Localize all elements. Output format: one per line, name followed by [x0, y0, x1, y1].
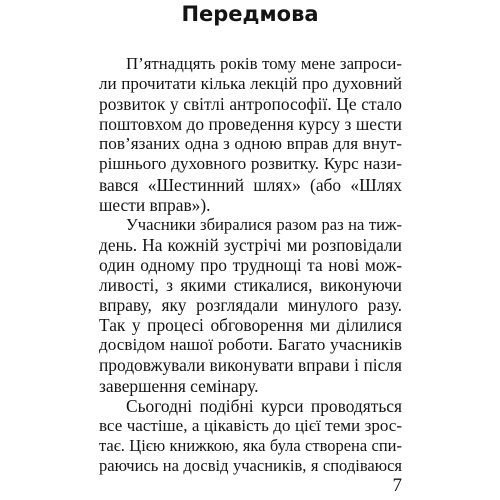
body-text — [99, 54, 402, 476]
text-line: день. На кожній зустрічі ми розповідали — [99, 234, 402, 255]
paragraph-2 — [99, 215, 402, 396]
text-line: продовжували виконувати вправи і після — [99, 355, 402, 376]
text-line: досвідом нашої роботи. Багато учасників — [99, 335, 402, 355]
text-line: завершення семінару. — [99, 375, 259, 396]
text-line: пов’язаних одна з одною вправ для внут- — [99, 134, 402, 154]
text-line: розвиток у світлі антропософії. Це стало — [99, 94, 402, 115]
text-line: рішнього духовного розвитку. Курс нази- — [99, 154, 402, 174]
page-number: 7 — [392, 475, 402, 496]
text-line: Учасники збиралися разом раз на тиж- — [126, 214, 402, 234]
text-line: раючись на досвід учасників, я сподіваюся — [99, 455, 402, 475]
paragraph-3 — [99, 396, 402, 476]
text-line: шести вправ»). — [99, 194, 211, 215]
text-line: П’ятнадцять років тому мене запроси- — [126, 54, 402, 73]
text-line: Так у процесі обговорення ми ділилися — [99, 315, 402, 336]
paragraph-1 — [99, 54, 402, 215]
text-line: вався «Шестинний шлях» (або «Шлях — [99, 174, 402, 195]
chapter-title: Передмова — [181, 2, 319, 26]
text-line: поштовхом до проведення курсу з шести — [99, 114, 402, 135]
text-line: тає. Цією книжкою, яка була створена спи- — [99, 435, 402, 455]
text-line: один одному про труднощі та нові мож- — [99, 254, 402, 275]
text-line: вправу, яку розглядали минулого разу. — [99, 295, 402, 316]
text-line: Сьогодні подібні курси проводяться — [126, 395, 402, 416]
text-line: все частіше, а цікавість до цієї теми зрос- — [99, 415, 402, 435]
text-line: ли прочитати кілька лекцій про духовний — [99, 74, 402, 94]
text-line: ливості, з якими стикалися, виконуючи — [99, 275, 402, 296]
